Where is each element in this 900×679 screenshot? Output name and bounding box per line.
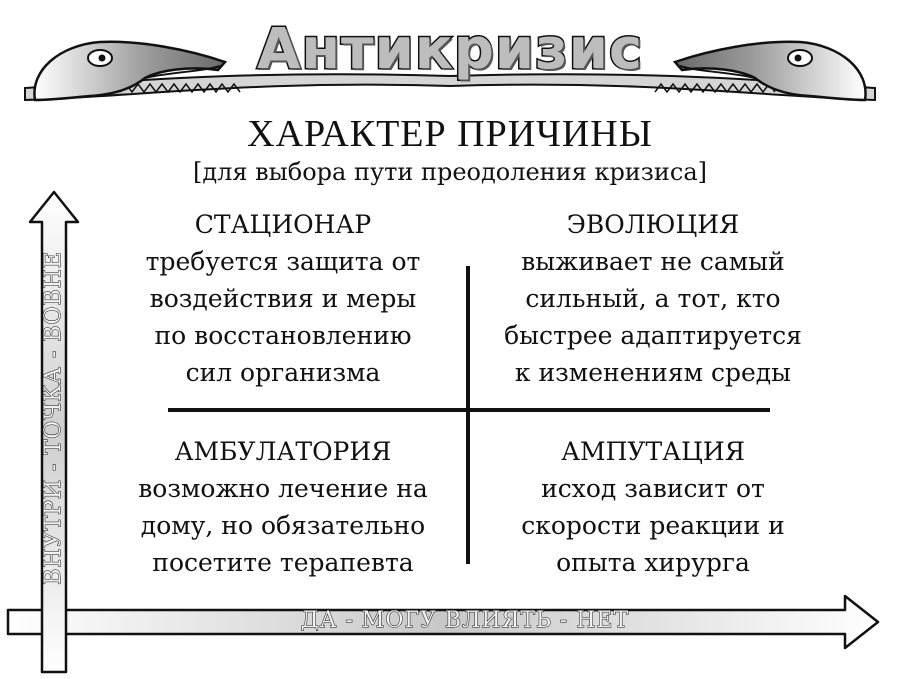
diagram-subtitle: [для выбора пути преодоления кризиса] <box>193 158 707 186</box>
quadrant-text-line: по восстановлению <box>154 321 412 350</box>
quadrant-name: АМБУЛАТОРИЯ <box>174 437 392 466</box>
quadrant-bottom-left <box>118 433 448 581</box>
vertical-axis-label: ВНУТРИ - ТОЧКА - ВОВНЕ <box>41 251 66 585</box>
quadrant-text-line: воздействия и меры <box>149 284 417 313</box>
banner-title: Антикризис <box>256 16 644 82</box>
quadrant-text-line: скорости реакции и <box>521 511 785 540</box>
quadrant-text-line: к изменениям среды <box>514 358 792 387</box>
quadrant-name: АМПУТАЦИЯ <box>561 437 745 466</box>
quadrant-top-left <box>118 206 448 391</box>
quadrant-bottom-right <box>488 433 818 581</box>
quadrant-text-line: возможно лечение на <box>138 474 428 503</box>
quadrant-text-line: дому, но обязательно <box>140 511 426 540</box>
diagram-title: ХАРАКТЕР ПРИЧИНЫ <box>247 113 653 155</box>
quadrant-text-line: опыта хирурга <box>556 548 750 577</box>
quadrant-text-line: требуется защита от <box>145 247 421 276</box>
horizontal-axis-label: ДА - МОГУ ВЛИЯТЬ - НЕТ <box>300 608 630 633</box>
quadrant-text-line: сил организма <box>185 358 381 387</box>
quadrant-top-right <box>488 206 818 391</box>
quadrant-text-line: сильный, а тот, кто <box>525 284 781 313</box>
quadrant-text-line: исход зависит от <box>541 474 765 503</box>
quadrant-name: ЭВОЛЮЦИЯ <box>566 210 740 239</box>
quadrant-text-line: посетите терапевта <box>152 548 414 577</box>
quadrant-name: СТАЦИОНАР <box>194 210 372 239</box>
quadrant-text-line: выживает не самый <box>521 247 785 276</box>
quadrant-text-line: быстрее адаптируется <box>504 321 802 350</box>
